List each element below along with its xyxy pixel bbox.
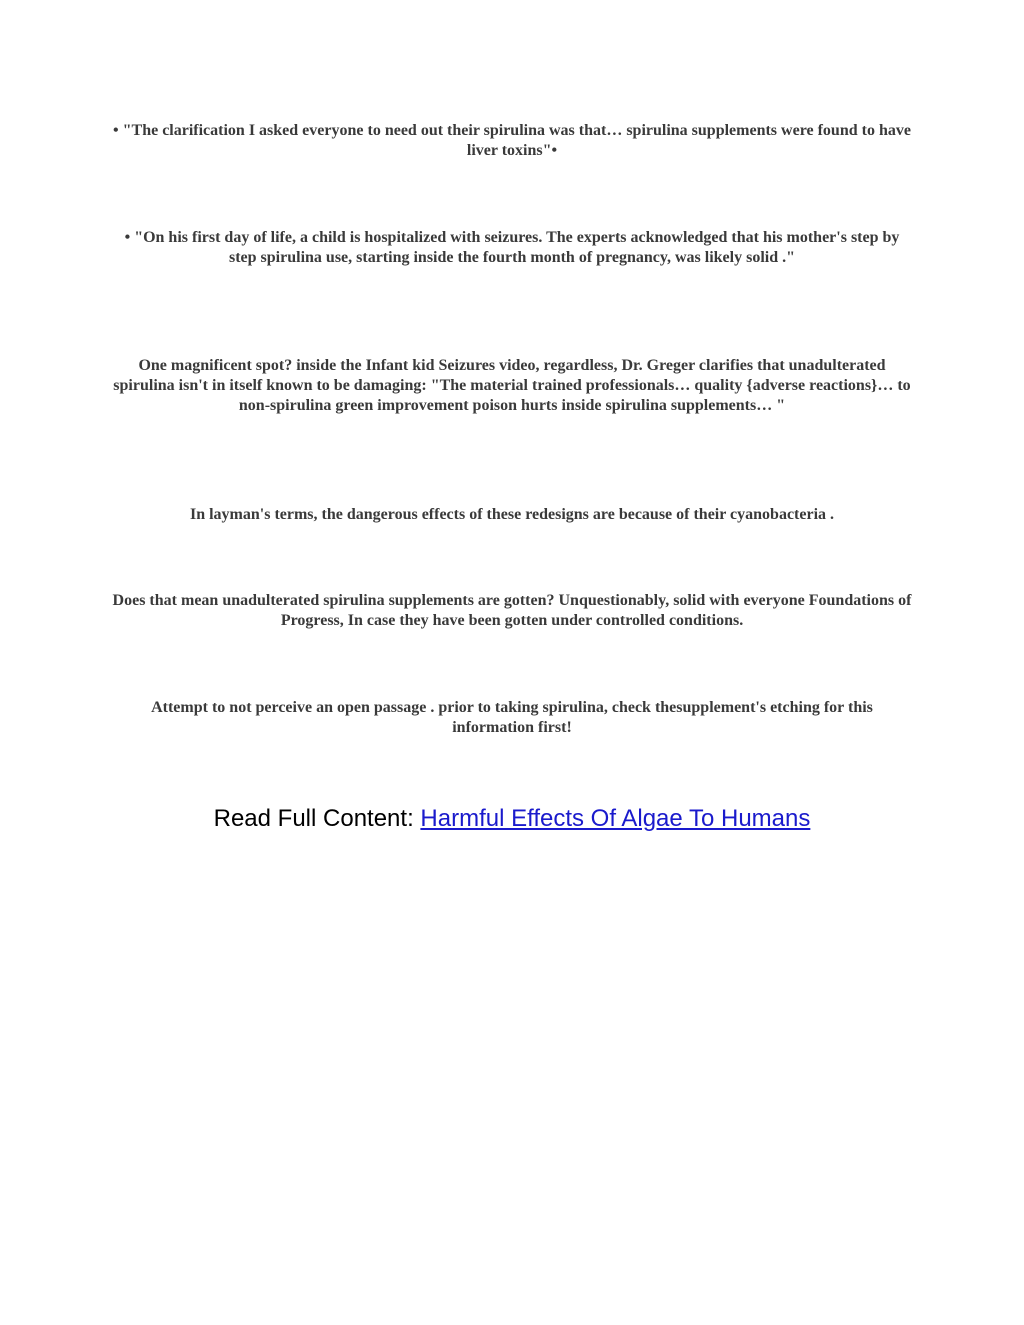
paragraph-controlled-conditions: Does that mean unadulterated spirulina supplements are gotten? Unquestionably, solid with everyone Foundations of Progress, In case they have been gotten under controlled conditions. <box>112 592 912 629</box>
read-full-content-line <box>0 803 1024 835</box>
read-full-content-label: Read Full Content: <box>213 805 414 832</box>
paragraph-check-label: Attempt to not perceive an open passage . prior to taking spirulina, check thesupplement's etching for this information first! <box>151 699 873 736</box>
paragraph-cyanobacteria: In layman's terms, the dangerous effects of these redesigns are because of their cyanobacteria . <box>189 506 835 523</box>
quote-paragraph-liver-toxins: • "The clarification I asked everyone to need out their spirulina was that… spirulina supplements were found to have liver toxins"• <box>113 122 911 159</box>
quote-paragraph-seizures: • "On his first day of life, a child is hospitalized with seizures. The experts acknowledged that his mother's step by step spirulina use, starting inside the fourth month of pregnancy, was likely solid ." <box>124 229 900 266</box>
harmful-effects-link[interactable]: Harmful Effects Of Algae To Humans <box>420 805 811 832</box>
paragraph-dr-greger: One magnificent spot? inside the Infant kid Seizures video, regardless, Dr. Greger clarifies that unadulterated spirulina isn't in itself known to be damaging: "The material trained professionals… quality {adverse reactions}… to non-spirulina green improvement poison hurts inside spirulina supplements… " <box>113 357 911 414</box>
